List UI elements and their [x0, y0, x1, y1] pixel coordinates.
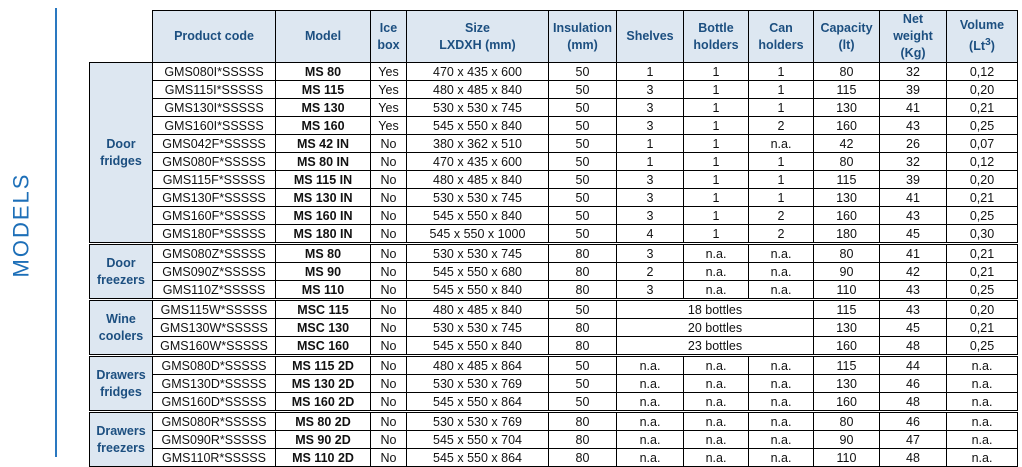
cell-model: MS 160 2D [276, 393, 371, 411]
cell-can-holders: 1 [749, 189, 814, 207]
cell-bottle-holders: 1 [684, 63, 749, 81]
header-size: Size LXDXH (mm) [407, 11, 549, 63]
cell-insulation: 50 [549, 63, 617, 81]
cell-net-weight: 39 [880, 171, 947, 189]
cell-ice-box: No [371, 281, 407, 299]
cell-net-weight: 42 [880, 263, 947, 281]
cell-insulation: 50 [549, 189, 617, 207]
cell-insulation: 50 [549, 375, 617, 393]
cell-shelves: 4 [617, 225, 684, 243]
cell-capacity: 180 [814, 225, 880, 243]
cell-capacity: 115 [814, 357, 880, 375]
cell-product-code: GMS115F*SSSSS [153, 171, 276, 189]
cell-insulation: 80 [549, 449, 617, 467]
cell-product-code: GMS090R*SSSSS [153, 431, 276, 449]
cell-size: 480 x 485 x 864 [407, 357, 549, 375]
cell-can-holders: n.a. [749, 393, 814, 411]
cell-bottle-holders: 1 [684, 189, 749, 207]
cell-bottle-holders: 1 [684, 225, 749, 243]
cell-insulation: 50 [549, 225, 617, 243]
cell-shelves: n.a. [617, 357, 684, 375]
table-body [90, 63, 1018, 467]
cell-ice-box: No [371, 301, 407, 319]
group-label: Drawers freezers [90, 413, 153, 467]
cell-capacity: 160 [814, 393, 880, 411]
cell-shelves: 3 [617, 99, 684, 117]
table-row [90, 153, 1018, 171]
cell-bottle-holders: n.a. [684, 263, 749, 281]
cell-size: 545 x 550 x 704 [407, 431, 549, 449]
cell-can-holders: n.a. [749, 413, 814, 431]
cell-insulation: 50 [549, 81, 617, 99]
cell-capacity: 130 [814, 375, 880, 393]
group-label: Drawers fridges [90, 357, 153, 411]
cell-ice-box: No [371, 225, 407, 243]
cell-can-holders: n.a. [749, 357, 814, 375]
cell-volume: n.a. [947, 449, 1018, 467]
table-row [90, 117, 1018, 135]
cell-can-holders: 1 [749, 63, 814, 81]
cell-model: MS 80 IN [276, 153, 371, 171]
cell-product-code: GMS160F*SSSSS [153, 207, 276, 225]
cell-product-code: GMS160I*SSSSS [153, 117, 276, 135]
cell-product-code: GMS110R*SSSSS [153, 449, 276, 467]
cell-bottle-holders: n.a. [684, 431, 749, 449]
cell-bottle-holders: n.a. [684, 281, 749, 299]
cell-size: 545 x 550 x 840 [407, 117, 549, 135]
cell-product-code: GMS080D*SSSSS [153, 357, 276, 375]
cell-volume: 0,07 [947, 135, 1018, 153]
cell-ice-box: No [371, 153, 407, 171]
cell-product-code: GMS130F*SSSSS [153, 189, 276, 207]
cell-shelves: n.a. [617, 413, 684, 431]
table-row [90, 225, 1018, 243]
group-label: Wine coolers [90, 301, 153, 355]
cell-product-code: GMS080F*SSSSS [153, 153, 276, 171]
models-side-label-text: MODELS [8, 172, 34, 278]
cell-insulation: 50 [549, 135, 617, 153]
cell-size: 530 x 530 x 745 [407, 245, 549, 263]
cell-capacity: 160 [814, 337, 880, 355]
header-bottle-holders: Bottle holders [684, 11, 749, 63]
cell-insulation: 50 [549, 117, 617, 135]
cell-can-holders: n.a. [749, 281, 814, 299]
cell-can-holders: 2 [749, 117, 814, 135]
cell-model: MS 90 2D [276, 431, 371, 449]
header-product-code: Product code [153, 11, 276, 63]
cell-net-weight: 43 [880, 207, 947, 225]
cell-capacity: 110 [814, 281, 880, 299]
cell-volume: 0,25 [947, 281, 1018, 299]
cell-model: MSC 130 [276, 319, 371, 337]
header-can-holders: Can holders [749, 11, 814, 63]
cell-volume: n.a. [947, 431, 1018, 449]
cell-model: MS 130 2D [276, 375, 371, 393]
cell-can-holders: 2 [749, 207, 814, 225]
cell-net-weight: 41 [880, 189, 947, 207]
cell-ice-box: No [371, 263, 407, 281]
cell-can-holders: 1 [749, 81, 814, 99]
cell-insulation: 80 [549, 413, 617, 431]
cell-can-holders: n.a. [749, 245, 814, 263]
cell-size: 545 x 550 x 840 [407, 281, 549, 299]
cell-capacity: 42 [814, 135, 880, 153]
cell-size: 545 x 550 x 864 [407, 449, 549, 467]
table-row [90, 375, 1018, 393]
cell-net-weight: 26 [880, 135, 947, 153]
cell-net-weight: 48 [880, 337, 947, 355]
table-row [90, 337, 1018, 355]
table-row [90, 81, 1018, 99]
cell-model: MS 80 [276, 245, 371, 263]
cell-bottle-holders: 1 [684, 207, 749, 225]
cell-product-code: GMS042F*SSSSS [153, 135, 276, 153]
cell-size: 530 x 530 x 745 [407, 99, 549, 117]
cell-shelves: n.a. [617, 393, 684, 411]
cell-model: MS 80 [276, 63, 371, 81]
cell-insulation: 80 [549, 245, 617, 263]
cell-size: 530 x 530 x 745 [407, 189, 549, 207]
cell-capacity: 80 [814, 413, 880, 431]
cell-shelves: 1 [617, 153, 684, 171]
table-row [90, 263, 1018, 281]
cell-capacity: 160 [814, 207, 880, 225]
table-row [90, 281, 1018, 299]
cell-size: 545 x 550 x 680 [407, 263, 549, 281]
cell-volume: 0,21 [947, 263, 1018, 281]
cell-size: 480 x 485 x 840 [407, 301, 549, 319]
cell-net-weight: 44 [880, 357, 947, 375]
cell-shelves: n.a. [617, 375, 684, 393]
cell-product-code: GMS080R*SSSSS [153, 413, 276, 431]
cell-product-code: GMS130I*SSSSS [153, 99, 276, 117]
cell-bottle-capacity: 23 bottles [617, 337, 814, 355]
cell-net-weight: 32 [880, 153, 947, 171]
cell-ice-box: No [371, 319, 407, 337]
cell-can-holders: n.a. [749, 375, 814, 393]
cell-volume: n.a. [947, 393, 1018, 411]
cell-volume: 0,12 [947, 63, 1018, 81]
cell-capacity: 110 [814, 449, 880, 467]
cell-capacity: 90 [814, 431, 880, 449]
cell-bottle-holders: 1 [684, 117, 749, 135]
cell-ice-box: No [371, 207, 407, 225]
cell-volume: 0,21 [947, 189, 1018, 207]
table-row [90, 135, 1018, 153]
cell-capacity: 130 [814, 189, 880, 207]
cell-product-code: GMS130D*SSSSS [153, 375, 276, 393]
table-row [90, 431, 1018, 449]
cell-ice-box: No [371, 413, 407, 431]
cell-bottle-holders: 1 [684, 81, 749, 99]
cell-ice-box: No [371, 189, 407, 207]
table-row [90, 301, 1018, 319]
cell-capacity: 80 [814, 245, 880, 263]
table-row [90, 99, 1018, 117]
cell-ice-box: Yes [371, 81, 407, 99]
cell-size: 530 x 530 x 769 [407, 375, 549, 393]
cell-model: MS 115 2D [276, 357, 371, 375]
cell-size: 480 x 485 x 840 [407, 81, 549, 99]
cell-net-weight: 43 [880, 301, 947, 319]
cell-model: MSC 115 [276, 301, 371, 319]
cell-volume: 0,20 [947, 171, 1018, 189]
cell-can-holders: n.a. [749, 263, 814, 281]
cell-shelves: 1 [617, 63, 684, 81]
group-label: Door fridges [90, 63, 153, 243]
cell-ice-box: No [371, 171, 407, 189]
cell-model: MS 130 IN [276, 189, 371, 207]
cell-size: 530 x 530 x 745 [407, 319, 549, 337]
cell-capacity: 115 [814, 301, 880, 319]
header-model: Model [276, 11, 371, 63]
cell-capacity: 80 [814, 153, 880, 171]
cell-size: 470 x 435 x 600 [407, 153, 549, 171]
cell-bottle-holders: n.a. [684, 245, 749, 263]
cell-size: 530 x 530 x 769 [407, 413, 549, 431]
cell-can-holders: n.a. [749, 449, 814, 467]
cell-insulation: 80 [549, 281, 617, 299]
cell-product-code: GMS160W*SSSSS [153, 337, 276, 355]
cell-ice-box: No [371, 431, 407, 449]
cell-product-code: GMS080Z*SSSSS [153, 245, 276, 263]
cell-insulation: 80 [549, 431, 617, 449]
cell-bottle-holders: 1 [684, 153, 749, 171]
table-header [90, 11, 1018, 63]
cell-capacity: 115 [814, 171, 880, 189]
models-table [89, 10, 1018, 467]
cell-capacity: 130 [814, 99, 880, 117]
cell-insulation: 50 [549, 207, 617, 225]
table-row [90, 63, 1018, 81]
table-row [90, 413, 1018, 431]
table-row [90, 449, 1018, 467]
header-ice-box: Ice box [371, 11, 407, 63]
cell-volume: 0,21 [947, 319, 1018, 337]
cell-shelves: 2 [617, 263, 684, 281]
cell-ice-box: No [371, 135, 407, 153]
cell-volume: n.a. [947, 357, 1018, 375]
cell-capacity: 90 [814, 263, 880, 281]
cell-shelves: 3 [617, 245, 684, 263]
cell-net-weight: 32 [880, 63, 947, 81]
cell-size: 545 x 550 x 864 [407, 393, 549, 411]
cell-product-code: GMS080I*SSSSS [153, 63, 276, 81]
header-net-weight: Net weight (Kg) [880, 11, 947, 63]
cell-net-weight: 46 [880, 413, 947, 431]
cell-model: MS 160 IN [276, 207, 371, 225]
cell-product-code: GMS130W*SSSSS [153, 319, 276, 337]
cell-product-code: GMS090Z*SSSSS [153, 263, 276, 281]
cell-shelves: 3 [617, 117, 684, 135]
cell-capacity: 130 [814, 319, 880, 337]
cell-size: 480 x 485 x 840 [407, 171, 549, 189]
cell-can-holders: n.a. [749, 431, 814, 449]
cell-ice-box: No [371, 393, 407, 411]
cell-bottle-holders: n.a. [684, 413, 749, 431]
cell-model: MS 110 2D [276, 449, 371, 467]
cell-can-holders: 1 [749, 153, 814, 171]
cell-model: MS 42 IN [276, 135, 371, 153]
cell-net-weight: 39 [880, 81, 947, 99]
table-row [90, 207, 1018, 225]
cell-product-code: GMS180F*SSSSS [153, 225, 276, 243]
table-row [90, 319, 1018, 337]
cell-net-weight: 48 [880, 449, 947, 467]
cell-insulation: 80 [549, 319, 617, 337]
cell-model: MS 160 [276, 117, 371, 135]
cell-capacity: 80 [814, 63, 880, 81]
cell-can-holders: 1 [749, 171, 814, 189]
cell-bottle-holders: n.a. [684, 393, 749, 411]
cell-insulation: 50 [549, 393, 617, 411]
cell-shelves: n.a. [617, 449, 684, 467]
cell-size: 545 x 550 x 840 [407, 337, 549, 355]
models-side-label [1, 120, 41, 330]
cell-net-weight: 43 [880, 281, 947, 299]
cell-can-holders: 1 [749, 99, 814, 117]
cell-product-code: GMS160D*SSSSS [153, 393, 276, 411]
cell-volume: n.a. [947, 413, 1018, 431]
cell-ice-box: Yes [371, 117, 407, 135]
header-capacity: Capacity (lt) [814, 11, 880, 63]
cell-ice-box: No [371, 357, 407, 375]
cell-model: MS 115 IN [276, 171, 371, 189]
cell-insulation: 50 [549, 153, 617, 171]
cell-insulation: 80 [549, 263, 617, 281]
cell-net-weight: 47 [880, 431, 947, 449]
cell-bottle-holders: n.a. [684, 357, 749, 375]
cell-ice-box: Yes [371, 63, 407, 81]
cell-can-holders: 2 [749, 225, 814, 243]
cell-shelves: 3 [617, 171, 684, 189]
cell-capacity: 160 [814, 117, 880, 135]
table-row [90, 393, 1018, 411]
cell-net-weight: 41 [880, 245, 947, 263]
table-row [90, 245, 1018, 263]
cell-insulation: 80 [549, 337, 617, 355]
side-divider [55, 8, 57, 457]
header-shelves: Shelves [617, 11, 684, 63]
cell-net-weight: 48 [880, 393, 947, 411]
cell-shelves: 3 [617, 81, 684, 99]
cell-volume: 0,20 [947, 81, 1018, 99]
cell-volume: 0,30 [947, 225, 1018, 243]
cell-bottle-holders: 1 [684, 171, 749, 189]
cell-can-holders: n.a. [749, 135, 814, 153]
cell-model: MS 130 [276, 99, 371, 117]
table-row [90, 171, 1018, 189]
cell-size: 470 x 435 x 600 [407, 63, 549, 81]
cell-bottle-holders: n.a. [684, 375, 749, 393]
cell-volume: 0,20 [947, 301, 1018, 319]
cell-shelves: 1 [617, 135, 684, 153]
cell-volume: 0,12 [947, 153, 1018, 171]
cell-insulation: 50 [549, 357, 617, 375]
cell-capacity: 115 [814, 81, 880, 99]
cell-model: MS 80 2D [276, 413, 371, 431]
group-label: Door freezers [90, 245, 153, 299]
cell-volume: 0,25 [947, 117, 1018, 135]
cell-size: 545 x 550 x 840 [407, 207, 549, 225]
cell-shelves: 3 [617, 189, 684, 207]
cell-volume: n.a. [947, 375, 1018, 393]
table-row [90, 189, 1018, 207]
cell-ice-box: No [371, 245, 407, 263]
cell-net-weight: 45 [880, 225, 947, 243]
cell-bottle-holders: n.a. [684, 449, 749, 467]
cell-product-code: GMS115W*SSSSS [153, 301, 276, 319]
cell-shelves: n.a. [617, 431, 684, 449]
cell-ice-box: No [371, 449, 407, 467]
cell-ice-box: Yes [371, 99, 407, 117]
cell-product-code: GMS110Z*SSSSS [153, 281, 276, 299]
cell-net-weight: 43 [880, 117, 947, 135]
cell-net-weight: 41 [880, 99, 947, 117]
cell-volume: 0,25 [947, 207, 1018, 225]
cell-shelves: 3 [617, 281, 684, 299]
table-row [90, 357, 1018, 375]
header-volume: Volume (Lt$^3$) [947, 11, 1018, 63]
cell-volume: 0,21 [947, 99, 1018, 117]
cell-model: MS 110 [276, 281, 371, 299]
cell-model: MS 180 IN [276, 225, 371, 243]
cell-ice-box: No [371, 375, 407, 393]
cell-size: 545 x 550 x 1000 [407, 225, 549, 243]
cell-size: 380 x 362 x 510 [407, 135, 549, 153]
header-corner [90, 11, 153, 63]
cell-insulation: 50 [549, 171, 617, 189]
cell-model: MS 90 [276, 263, 371, 281]
header-insulation: Insulation (mm) [549, 11, 617, 63]
cell-model: MS 115 [276, 81, 371, 99]
cell-volume: 0,21 [947, 245, 1018, 263]
cell-volume: 0,25 [947, 337, 1018, 355]
cell-product-code: GMS115I*SSSSS [153, 81, 276, 99]
cell-ice-box: No [371, 337, 407, 355]
cell-bottle-holders: 1 [684, 135, 749, 153]
cell-insulation: 50 [549, 301, 617, 319]
cell-bottle-capacity: 20 bottles [617, 319, 814, 337]
cell-shelves: 3 [617, 207, 684, 225]
cell-model: MSC 160 [276, 337, 371, 355]
cell-bottle-holders: 1 [684, 99, 749, 117]
cell-insulation: 50 [549, 99, 617, 117]
cell-bottle-capacity: 18 bottles [617, 301, 814, 319]
cell-net-weight: 46 [880, 375, 947, 393]
cell-net-weight: 45 [880, 319, 947, 337]
